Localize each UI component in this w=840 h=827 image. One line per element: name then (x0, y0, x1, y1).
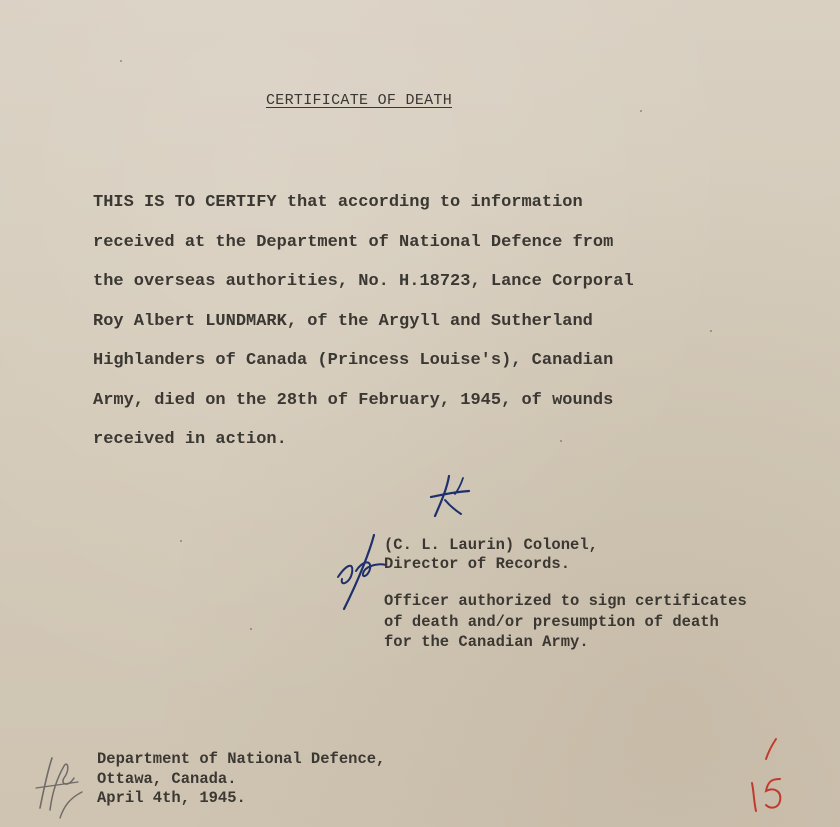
body-line: the overseas authorities, No. H.18723, Lance Corporal (93, 272, 634, 291)
authority-line: for the Canadian Army. (384, 633, 589, 651)
certificate-title: CERTIFICATE OF DEATH (266, 92, 453, 109)
signer-name: (C. L. Laurin) Colonel, (384, 536, 598, 554)
paper-speck (250, 628, 252, 630)
address-line: April 4th, 1945. (97, 789, 246, 807)
address-line: Department of National Defence, (97, 750, 386, 768)
body-line: THIS IS TO CERTIFY that according to information (93, 193, 583, 212)
paper-speck (640, 110, 642, 112)
pencil-file-annotation (30, 748, 90, 823)
body-line: Highlanders of Canada (Princess Louise's), Canadian (93, 351, 614, 370)
certificate-body (93, 183, 733, 460)
body-line: Army, died on the 28th of February, 1945, of wounds (93, 390, 614, 410)
body-line: received at the Department of National Defence from (93, 232, 614, 252)
paper-speck (180, 540, 182, 542)
address-block (97, 750, 385, 809)
authority-line: of death and/or presumption of death (384, 612, 719, 631)
body-line: Roy Albert LUNDMARK, of the Argyll and Sutherland (93, 311, 593, 331)
paper-speck (120, 60, 122, 62)
signature-mark (330, 525, 390, 615)
initials-mark (425, 470, 475, 522)
authority-block (384, 591, 747, 653)
address-line: Ottawa, Canada. (97, 769, 237, 788)
authority-line: Officer authorized to sign certificates (384, 592, 747, 610)
handwritten-page-number (742, 735, 792, 815)
signer-block (384, 536, 598, 574)
body-line: received in action. (93, 430, 287, 449)
signer-title: Director of Records. (384, 555, 571, 573)
